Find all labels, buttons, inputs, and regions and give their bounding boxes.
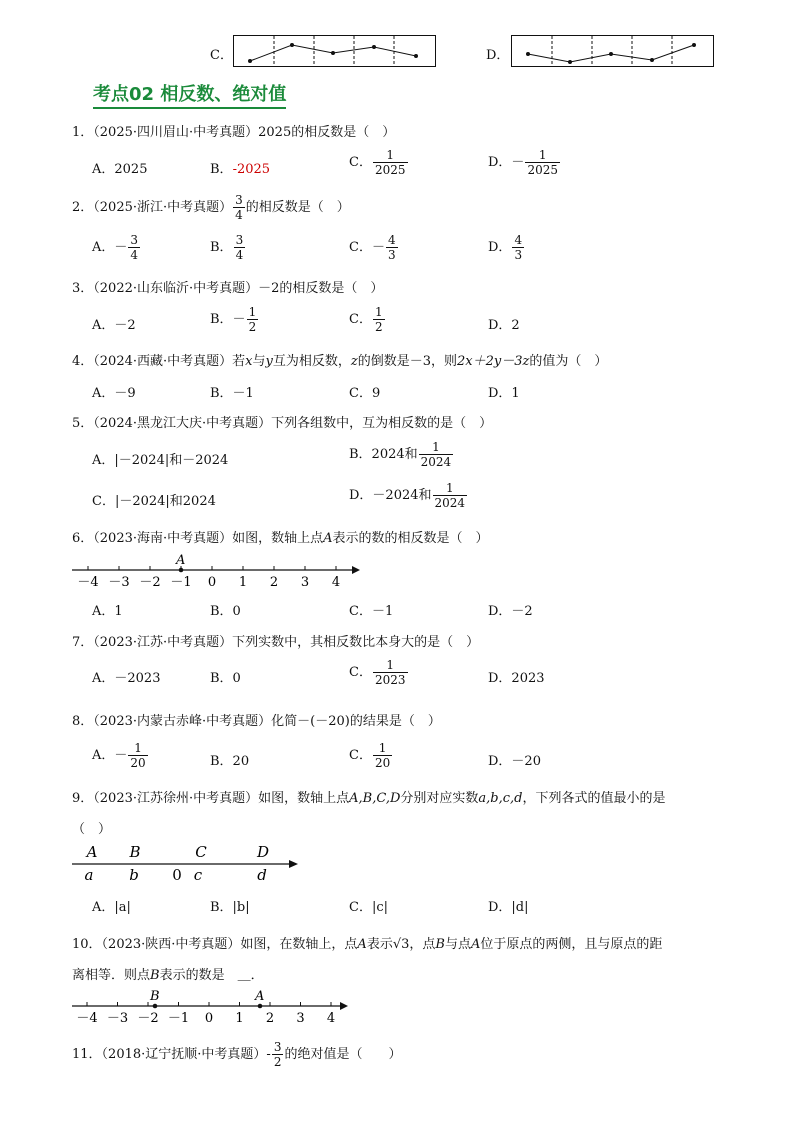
q4-option-a: A．－9 xyxy=(92,386,136,401)
question-9-line2: （ ） xyxy=(72,822,112,837)
q9-upper-label: D xyxy=(256,843,270,861)
question-4: 4．（2024·西藏·中考真题）若x与y互为相反数，z的倒数是－3，则2x＋2y－3z的值为（ ） xyxy=(72,354,608,369)
q7-option-b: B．0 xyxy=(210,671,241,686)
q6-option-b: B．0 xyxy=(210,604,241,619)
q6-option-c: C．－1 xyxy=(349,604,394,619)
q2-option-d: D． $\frac{4}{3}$ xyxy=(488,233,523,262)
tick-label: －1 xyxy=(167,1011,190,1026)
question-10: 10．（2023·陕西·中考真题）如图，在数轴上，点A表示√3，点B与点A位于原点的两侧，且与原点的距 xyxy=(72,937,663,952)
question-number: 1． xyxy=(72,125,94,140)
q3-option-c: C． $\frac{1}{2}$ xyxy=(349,305,383,334)
question-6: 6．（2023·海南·中考真题）如图，数轴上点A表示的数的相反数是（ ） xyxy=(72,531,489,546)
q10-point-a xyxy=(258,1004,263,1009)
q5-option-d: D．－2024和 $\frac{1}{2024}$ xyxy=(349,481,466,510)
q9-lower-label: b xyxy=(129,866,139,884)
question-7: 7．（2023·江苏·中考真题）下列实数中，其相反数比本身大的是（ ） xyxy=(72,635,480,650)
option-c-chart xyxy=(233,35,436,67)
tick-label: 0 xyxy=(207,575,217,590)
q9-option-b: B．|b| xyxy=(210,900,250,915)
q1-option-c: C． $\frac{1}{2025}$ xyxy=(349,148,406,177)
q7-option-c: C． $\frac{1}{2023}$ xyxy=(349,658,406,687)
q3-option-b: B．－ $\frac{1}{2}$ xyxy=(210,305,257,334)
q5-option-b: B．2024和 $\frac{1}{2024}$ xyxy=(349,440,452,469)
tick-label: －4 xyxy=(76,1011,98,1026)
q9-option-a: A．|a| xyxy=(92,900,131,915)
q10-label-b: B xyxy=(150,989,160,1004)
q4-option-b: B．－1 xyxy=(210,386,254,401)
q9-option-c: C．|c| xyxy=(349,900,388,915)
tick-label: 3 xyxy=(300,575,310,590)
tick-label: －2 xyxy=(137,1011,159,1026)
q10-number-line xyxy=(70,988,360,1028)
q4-option-c: C．9 xyxy=(349,386,381,401)
option-d-label: D． xyxy=(486,48,510,63)
question-8: 8．（2023·内蒙古赤峰·中考真题）化简－(－20)的结果是（ ） xyxy=(72,714,441,729)
q9-upper-label: A xyxy=(86,843,98,861)
tick-label: 2 xyxy=(265,1011,275,1026)
section-heading: 考点02 相反数、绝对值 xyxy=(93,80,286,109)
q7-option-a: A．－2023 xyxy=(92,671,161,686)
tick-label: 3 xyxy=(296,1011,305,1026)
q9-lower-label: d xyxy=(257,866,267,884)
question-3: 3．（2022·山东临沂·中考真题）－2的相反数是（ ） xyxy=(72,281,384,296)
q10-label-a: A xyxy=(255,989,265,1004)
q9-upper-label: B xyxy=(129,843,141,861)
q2-option-b: B． $\frac{3}{4}$ xyxy=(210,233,244,262)
q7-option-d: D．2023 xyxy=(488,671,545,686)
q3-option-d: D．2 xyxy=(488,318,520,333)
q9-number-line xyxy=(70,840,310,886)
q9-lower-label: a xyxy=(84,866,94,884)
question-stem: 2025的相反数是（ ） xyxy=(258,125,396,140)
question-1 xyxy=(72,121,395,140)
q9-option-d: D．|d| xyxy=(488,900,529,915)
q2-option-c: C．－ $\frac{4}{3}$ xyxy=(349,233,396,262)
question-9: 9．（2023·江苏徐州·中考真题）如图，数轴上点A,B,C,D分别对应实数a,b,c,d，下列各式的值最小的是 xyxy=(72,791,666,806)
tick-label: －2 xyxy=(139,575,161,590)
question-source: （2025·四川眉山·中考真题） xyxy=(93,125,259,140)
q6-option-a: A．1 xyxy=(92,604,123,619)
tick-label: 0 xyxy=(204,1011,214,1026)
question-2: 2．（2025·浙江·中考真题） $\frac{3}{4}$ 的相反数是（ ） xyxy=(72,193,350,222)
q5-option-c: C．|－2024|和2024 xyxy=(92,494,216,509)
question-5: 5．（2024·黑龙江大庆·中考真题）下列各组数中，互为相反数的是（ ） xyxy=(72,416,493,431)
tick-label: 1 xyxy=(238,575,248,590)
q5-option-a: A．|－2024|和－2024 xyxy=(92,453,229,468)
q6-option-d: D．－2 xyxy=(488,604,533,619)
option-d-chart xyxy=(511,35,714,67)
q10-point-b xyxy=(153,1004,158,1009)
q9-upper-label: C xyxy=(195,843,207,861)
q8-option-b: B．20 xyxy=(210,754,250,769)
tick-label: 4 xyxy=(326,1011,336,1026)
q8-option-d: D．－20 xyxy=(488,754,541,769)
tick-label: －3 xyxy=(106,1011,129,1026)
q1-option-d: D．－ $\frac{1}{2025}$ xyxy=(488,148,558,177)
q8-option-c: C． $\frac{1}{20}$ xyxy=(349,741,391,770)
q6-number-line xyxy=(70,550,370,592)
tick-label: 2 xyxy=(269,575,279,590)
question-11: 11．（2018·辽宁抚顺·中考真题）- $\frac{3}{2}$ 的绝对值是（ ） xyxy=(72,1040,402,1069)
q9-lower-label: c xyxy=(193,866,203,884)
q9-lower-label: 0 xyxy=(172,866,182,884)
question-10-line2: 离相等．则点B表示的数是 ＿． xyxy=(72,968,264,983)
q3-option-a: A．－2 xyxy=(92,318,136,333)
q8-option-a: A．－ $\frac{1}{20}$ xyxy=(92,741,146,770)
tick-label: 1 xyxy=(235,1011,244,1026)
q6-point-label: A xyxy=(176,553,186,568)
q4-option-d: D．1 xyxy=(488,386,520,401)
q1-option-b: B．-2025 xyxy=(210,162,271,177)
q2-option-a: A．－ $\frac{3}{4}$ xyxy=(92,233,139,262)
tick-label: －4 xyxy=(77,575,99,590)
tick-label: －3 xyxy=(108,575,130,590)
q1-option-a: A．2025 xyxy=(92,162,148,177)
option-c-label: C． xyxy=(210,48,233,63)
q6-point-a xyxy=(179,568,184,573)
tick-label: 4 xyxy=(331,575,341,590)
tick-label: －1 xyxy=(170,575,192,590)
